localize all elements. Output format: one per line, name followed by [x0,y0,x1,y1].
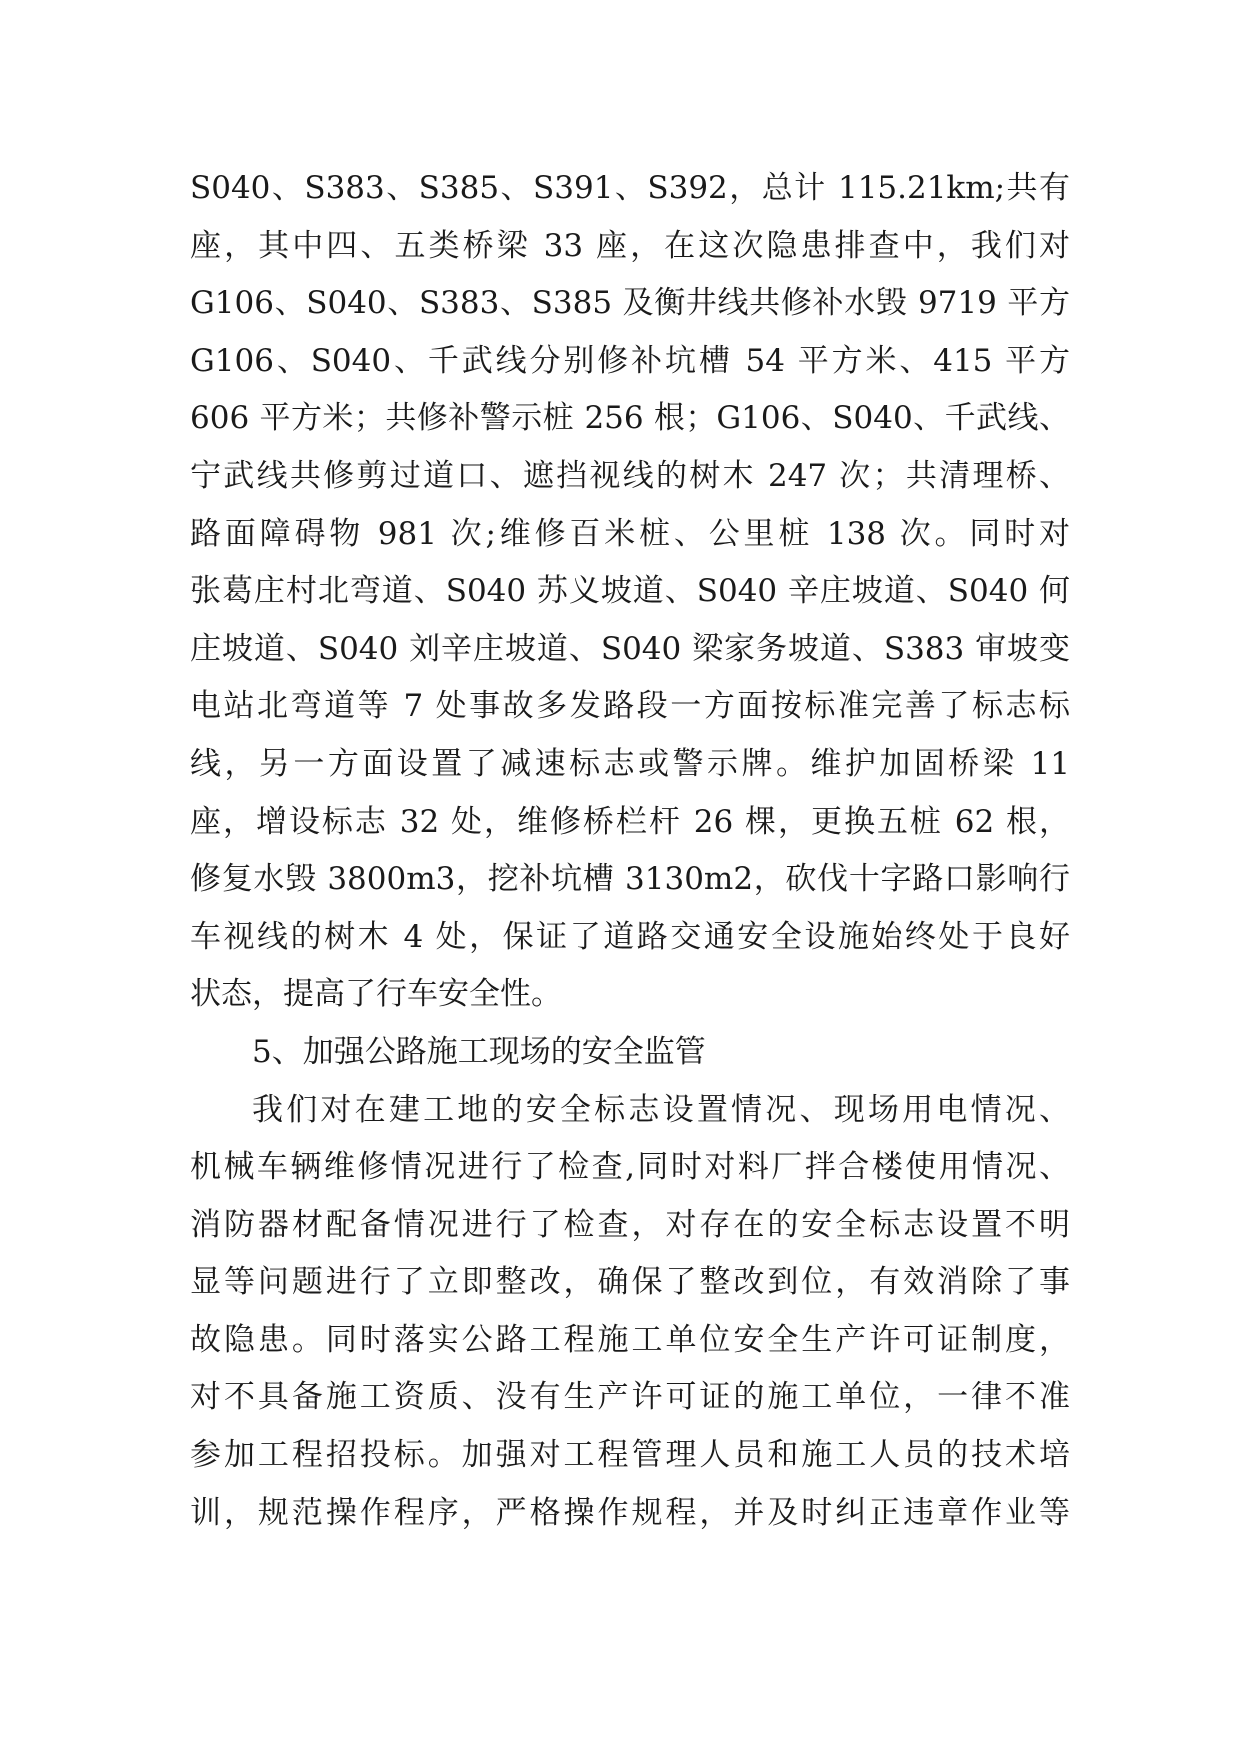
body-text [190,160,1070,1542]
section-heading [190,1024,1070,1082]
text-line: 线，另一方面设置了减速标志或警示牌。维护加固桥梁 11 [190,745,1070,782]
text-line: 庄坡道、S040 刘辛庄坡道、S040 梁家务坡道、S383 审坡变 [190,630,1070,667]
text-line: 显等问题进行了立即整改，确保了整改到位，有效消除了事 [190,1264,1070,1301]
paragraph-bridge-repair [190,160,1070,1024]
text-line: 座，增设标志 32 处，维修桥栏杆 26 棵，更换五桩 62 根， [190,803,1070,840]
text-line: 训，规范操作程序，严格操作规程，并及时纠正违章作业等 [190,1494,1070,1531]
text-line: 对不具备施工资质、没有生产许可证的施工单位，一律不准 [190,1379,1070,1416]
text-line: 参加工程招投标。加强对工程管理人员和施工人员的技术培 [190,1437,1070,1474]
text-line: 状态，提高了行车安全性。 [190,976,562,1013]
text-line: 故隐患。同时落实公路工程施工单位安全生产许可证制度， [190,1321,1070,1358]
text-line: 修复水毁 3800m3，挖补坑槽 3130m2，砍伐十字路口影响行 [190,861,1070,898]
text-line: 张葛庄村北弯道、S040 苏义坡道、S040 辛庄坡道、S040 何 [190,573,1070,610]
text-line: 宁武线共修剪过道口、遮挡视线的树木 247 次；共清理桥、 [190,457,1070,494]
text-line: S040、S383、S385、S391、S392，总计 115.21km;共有 [190,170,1070,206]
text-line: G106、S040、S383、S385 及衡井线共修补水毁 9719 平方 [190,285,1070,322]
text-line: 路面障碍物 981 次;维修百米桩、公里桩 138 次。同时对 [190,515,1070,552]
text-line: 消防器材配备情况进行了检查，对存在的安全标志设置不明 [190,1206,1070,1243]
text-line: 车视线的树木 4 处，保证了道路交通安全设施始终处于良好 [190,918,1070,955]
text-line: 我们对在建工地的安全标志设置情况、现场用电情况、 [252,1091,1070,1128]
text-line: 606 平方米；共修补警示桩 256 根；G106、S040、千武线、 [190,400,1070,437]
paragraph-site-supervision [190,1082,1070,1543]
heading-line: 5、加强公路施工现场的安全监管 [252,1033,706,1070]
text-line: 电站北弯道等 7 处事故多发路段一方面按标准完善了标志标 [190,688,1070,725]
text-line: 机械车辆维修情况进行了检查,同时对料厂拌合楼使用情况、 [190,1149,1070,1186]
text-line: G106、S040、千武线分别修补坑槽 54 平方米、415 平方 [190,342,1070,379]
text-line: 座，其中四、五类桥梁 33 座，在这次隐患排查中，我们对 [190,227,1070,264]
